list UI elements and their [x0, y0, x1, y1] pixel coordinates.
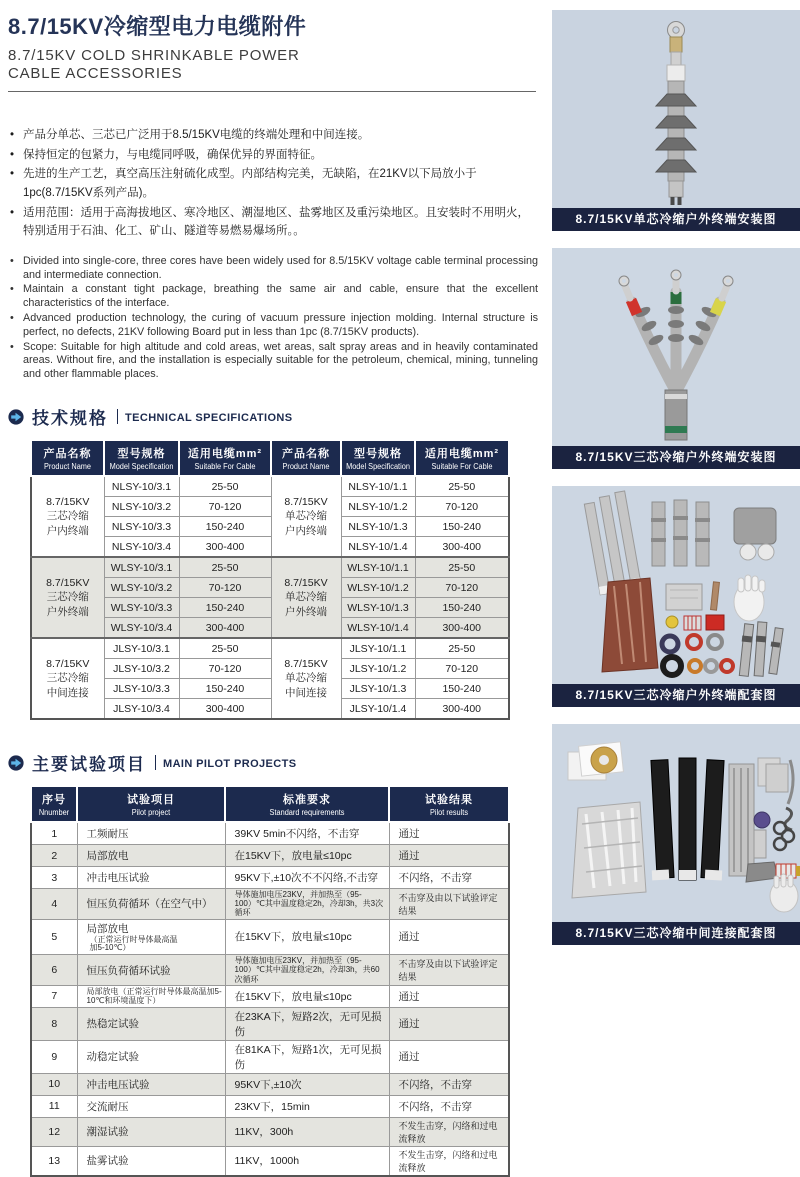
- spec-cell: 300-400: [179, 699, 271, 720]
- pilot-standard-cell: 在15KV下，放电量≤10pc: [225, 845, 389, 867]
- feature-bullet-cn: [10, 165, 538, 202]
- pilot-result-cell: 不发生击穿，闪络和过电流释放: [389, 1146, 509, 1176]
- product-name-cell: 8.7/15KV 三芯冷缩 户外终端: [31, 557, 104, 638]
- pilot-standard-cell: 95KV下,±10次: [225, 1073, 389, 1095]
- spec-cell: 150-240: [415, 517, 509, 537]
- pilot-project-cell: 冲击电压试验: [77, 867, 225, 889]
- pilot-standard-cell: 11KV，300h: [225, 1117, 389, 1146]
- pilot-number-cell: 10: [31, 1073, 77, 1095]
- spec-cell: JLSY-10/3.2: [104, 659, 179, 679]
- pilot-row: [31, 985, 509, 1007]
- pilot-table-header: [31, 786, 509, 822]
- spec-cell: 25-50: [415, 476, 509, 497]
- spec-cell: NLSY-10/1.3: [341, 517, 415, 537]
- pilot-result-cell: 通过: [389, 1007, 509, 1040]
- pilot-result-cell: 通过: [389, 822, 509, 845]
- spec-cell: 70-120: [415, 497, 509, 517]
- spec-cell: JLSY-10/1.1: [341, 638, 415, 659]
- bullet-icon: •: [10, 340, 14, 353]
- spec-cell: WLSY-10/1.3: [341, 598, 415, 618]
- spec-header-cell: 适用电缆mm² Suitable For Cable: [179, 440, 271, 476]
- pilot-header-cell: 试验项目 Pilot project: [77, 786, 225, 822]
- spec-row: [31, 638, 509, 659]
- pilot-table-body: [31, 822, 509, 1176]
- three-core-terminal-photo: [552, 248, 800, 446]
- spec-header-cell: 型号规格 Model Specification: [104, 440, 179, 476]
- pilot-number-cell: 4: [31, 889, 77, 920]
- pilot-standard-cell: 在15KV下，放电量≤10pc: [225, 985, 389, 1007]
- pilot-project-cell: 恒压负荷循环试验: [77, 955, 225, 986]
- technical-specifications-table: [30, 439, 510, 720]
- spec-cell: NLSY-10/1.2: [341, 497, 415, 517]
- page-subtitle-line1: 8.7/15KV COLD SHRINKABLE POWER: [8, 47, 300, 64]
- spec-cell: NLSY-10/3.1: [104, 476, 179, 497]
- pilot-result-cell: 不击穿及由以下试验评定结果: [389, 889, 509, 920]
- pilot-row: [31, 867, 509, 889]
- spec-cell: 70-120: [179, 497, 271, 517]
- bullet-text: 适用范围：适用于高海拔地区、寒冷地区、潮湿地区、盐雾地区及重污染地区。且安装时不用明火，特别适用于石油、化工、矿山、隧道等易燃易爆场所。。: [23, 206, 529, 238]
- pilot-project-cell: 工频耐压: [77, 822, 225, 845]
- single-core-terminal-photo: [552, 10, 800, 208]
- pilot-number-cell: 3: [31, 867, 77, 889]
- spec-cell: 300-400: [415, 699, 509, 720]
- pilot-number-cell: 8: [31, 1007, 77, 1040]
- pilot-result-cell: 不击穿及由以下试验评定结果: [389, 955, 509, 986]
- spec-cell: 300-400: [415, 537, 509, 558]
- pilot-project-cell: 局部放电（正常运行时导体最高温加5-10℃）: [77, 919, 225, 955]
- spec-cell: 150-240: [179, 679, 271, 699]
- pilot-project-cell: 潮湿试验: [77, 1117, 225, 1146]
- section-title-cn: 主要试验项目: [32, 755, 146, 775]
- pilot-header-cell: 标准要求 Standard requirements: [225, 786, 389, 822]
- gallery-card-4: [552, 724, 800, 945]
- pilot-row: [31, 1073, 509, 1095]
- pilot-number-cell: 5: [31, 919, 77, 955]
- photo-caption: 8.7/15KV三芯冷缩中间连接配套图: [552, 922, 800, 945]
- feature-bullet-en: [10, 312, 538, 340]
- spec-cell: 70-120: [415, 578, 509, 598]
- pilot-standard-cell: 23KV下，15min: [225, 1095, 389, 1117]
- feature-bullet-cn: [10, 204, 538, 241]
- bullet-text: 保持恒定的包紧力，与电缆同呼吸，确保优异的界面特征。: [23, 148, 322, 161]
- spec-row: [31, 476, 509, 497]
- spec-cell: 25-50: [415, 557, 509, 578]
- gallery-card-1: [552, 10, 800, 231]
- pilot-row: [31, 889, 509, 920]
- bullet-icon: •: [10, 168, 15, 181]
- spec-cell: JLSY-10/3.4: [104, 699, 179, 720]
- pilot-project-cell: 盐雾试验: [77, 1146, 225, 1176]
- middle-joint-kit-photo: [552, 724, 800, 922]
- pilot-number-cell: 11: [31, 1095, 77, 1117]
- spec-cell: JLSY-10/3.3: [104, 679, 179, 699]
- product-name-cell: 8.7/15KV 单芯冷缩 户内终端: [271, 476, 341, 557]
- spec-cell: 70-120: [179, 659, 271, 679]
- bullet-icon: •: [10, 283, 14, 296]
- spec-cell: JLSY-10/3.1: [104, 638, 179, 659]
- circle-arrow-icon: [8, 409, 24, 425]
- bullet-text: Scope: Suitable for high altitude and cold areas, wet areas, salt spray areas and in heavily contaminated areas. Without fire, and the installation is especially suitable for the petroleum, chemical, mining, tunneling and other flammable places.: [23, 340, 538, 381]
- pilot-result-cell: 通过: [389, 1040, 509, 1073]
- feature-bullet-en: [10, 255, 538, 283]
- spec-cell: 150-240: [179, 517, 271, 537]
- photo-caption: 8.7/15KV单芯冷缩户外终端安装图: [552, 208, 800, 231]
- gallery-card-3: [552, 486, 800, 707]
- spec-cell: WLSY-10/3.4: [104, 618, 179, 639]
- pilot-result-cell: 不闪络，不击穿: [389, 1073, 509, 1095]
- spec-cell: 300-400: [415, 618, 509, 639]
- circle-arrow-icon: [8, 755, 24, 771]
- bullet-icon: •: [10, 129, 15, 141]
- spec-cell: NLSY-10/3.3: [104, 517, 179, 537]
- feature-bullet-en: [10, 283, 538, 311]
- bullet-icon: •: [10, 206, 15, 219]
- pilot-standard-cell: 39KV 5min不闪络，不击穿: [225, 822, 389, 845]
- spec-header-cell: 产品名称 Product Name: [271, 440, 341, 476]
- pilot-result-cell: 通过: [389, 985, 509, 1007]
- spec-cell: 300-400: [179, 537, 271, 558]
- pilot-row: [31, 1095, 509, 1117]
- spec-cell: JLSY-10/1.2: [341, 659, 415, 679]
- pilot-number-cell: 13: [31, 1146, 77, 1176]
- section-title-en: TECHNICAL SPECIFICATIONS: [125, 412, 293, 425]
- pilot-result-cell: 通过: [389, 845, 509, 867]
- section-title-en: MAIN PILOT PROJECTS: [163, 758, 297, 771]
- spec-cell: 25-50: [179, 476, 271, 497]
- title-divider: [8, 91, 536, 92]
- pilot-standard-cell: 11KV，1000h: [225, 1146, 389, 1176]
- product-name-cell: 8.7/15KV 单芯冷缩 中间连接: [271, 638, 341, 719]
- spec-cell: 25-50: [179, 557, 271, 578]
- feature-list-english: [8, 255, 538, 382]
- spec-cell: NLSY-10/3.2: [104, 497, 179, 517]
- pilot-number-cell: 9: [31, 1040, 77, 1073]
- pilot-number-cell: 1: [31, 822, 77, 845]
- spec-cell: 70-120: [179, 578, 271, 598]
- bullet-text: Advanced production technology, the curing of vacuum pressure injection molding. Internal structure is perfect, no defects, 21KV following Board put in less than 1pc (8.7/15KV products).: [23, 312, 538, 338]
- spec-table-body: [31, 476, 509, 719]
- spec-cell: 70-120: [415, 659, 509, 679]
- bullet-text: 先进的生产工艺，真空高压注射硫化成型。内部结构完美，无缺陷，在21KV以下局放小于1pc(8.7/15KV系列产品)。: [23, 168, 477, 199]
- spec-cell: 150-240: [179, 598, 271, 618]
- pilot-row: [31, 1117, 509, 1146]
- bullet-text: Divided into single-core, three cores have been widely used for 8.5/15KV voltage cable terminal processing and intermediate connection.: [23, 254, 538, 281]
- section-heading-specs: [8, 404, 538, 429]
- spec-cell: WLSY-10/3.3: [104, 598, 179, 618]
- heading-divider: [117, 409, 118, 424]
- gallery-column: [552, 8, 800, 1177]
- spec-cell: 25-50: [415, 638, 509, 659]
- pilot-number-cell: 6: [31, 955, 77, 986]
- photo-caption: 8.7/15KV三芯冷缩户外终端安装图: [552, 446, 800, 469]
- pilot-row: [31, 1007, 509, 1040]
- pilot-header-cell: 序号 Nnumber: [31, 786, 77, 822]
- pilot-header-cell: 试验结果 Pilot results: [389, 786, 509, 822]
- bullet-text: 产品分单芯、三芯已广泛用于8.5/15KV电缆的终端处理和中间连接。: [23, 129, 370, 141]
- feature-bullet-en: [10, 341, 538, 382]
- bullet-icon: •: [10, 312, 14, 324]
- photo-caption: 8.7/15KV三芯冷缩户外终端配套图: [552, 684, 800, 707]
- product-name-cell: 8.7/15KV 单芯冷缩 户外终端: [271, 557, 341, 638]
- spec-row: [31, 557, 509, 578]
- heading-divider: [155, 755, 156, 770]
- pilot-result-cell: 不闪络，不击穿: [389, 1095, 509, 1117]
- gallery-card-2: [552, 248, 800, 469]
- pilot-result-cell: 通过: [389, 919, 509, 955]
- pilot-standard-cell: 在15KV下，放电量≤10pc: [225, 919, 389, 955]
- pilot-project-cell: 热稳定试验: [77, 1007, 225, 1040]
- page-subtitle-line2: CABLE ACCESSORIES: [8, 65, 183, 82]
- content-column: [8, 8, 538, 1177]
- feature-bullet-cn: [10, 146, 538, 165]
- section-title-cn: 技术规格: [32, 409, 108, 429]
- pilot-number-cell: 7: [31, 985, 77, 1007]
- spec-cell: NLSY-10/1.1: [341, 476, 415, 497]
- feature-list-chinese: [8, 126, 538, 241]
- pilot-project-cell: 交流耐压: [77, 1095, 225, 1117]
- spec-cell: WLSY-10/1.2: [341, 578, 415, 598]
- glove-shape: [734, 575, 765, 621]
- pilot-row: [31, 845, 509, 867]
- outdoor-terminal-kit-photo: [552, 486, 800, 684]
- pilot-standard-cell: 导体施加电压23KV，并加热至（95-100）℃其中温度稳定2h，冷却3h，共3次循环: [225, 889, 389, 920]
- bullet-icon: •: [10, 254, 14, 267]
- pilot-standard-cell: 导体施加电压23KV，并加热至（95-100）℃其中温度稳定2h，冷却3h，共60次循环: [225, 955, 389, 986]
- pilot-number-cell: 12: [31, 1117, 77, 1146]
- spec-header-cell: 型号规格 Model Specification: [341, 440, 415, 476]
- pilot-project-cell: 局部放电（正常运行时导体最高温加5-10℃和环境温度下）: [77, 985, 225, 1007]
- spec-cell: JLSY-10/1.4: [341, 699, 415, 720]
- bullet-text: Maintain a constant tight package, breathing the same air and cable, ensure that the excellent characteristics of the interface.: [23, 283, 538, 310]
- pilot-standard-cell: 在23KA下，短路2次，无可见损伤: [225, 1007, 389, 1040]
- page-title: 8.7/15KV冷缩型电力电缆附件: [8, 14, 307, 39]
- spec-header-cell: 产品名称 Product Name: [31, 440, 104, 476]
- pilot-result-cell: 不闪络，不击穿: [389, 867, 509, 889]
- spec-cell: 25-50: [179, 638, 271, 659]
- spec-cell: WLSY-10/1.4: [341, 618, 415, 639]
- spec-table-header: [31, 440, 509, 476]
- spec-cell: 150-240: [415, 679, 509, 699]
- product-name-cell: 8.7/15KV 三芯冷缩 户内终端: [31, 476, 104, 557]
- product-name-cell: 8.7/15KV 三芯冷缩 中间连接: [31, 638, 104, 719]
- pilot-project-cell: 恒压负荷循环（在空气中）: [77, 889, 225, 920]
- pilot-project-cell: 冲击电压试验: [77, 1073, 225, 1095]
- spec-cell: WLSY-10/3.1: [104, 557, 179, 578]
- feature-bullet-cn: [10, 126, 538, 145]
- page-subtitle: [8, 47, 538, 83]
- pilot-project-cell: 动稳定试验: [77, 1040, 225, 1073]
- pilot-project-cell: 局部放电: [77, 845, 225, 867]
- pilot-row: [31, 1040, 509, 1073]
- spec-cell: NLSY-10/3.4: [104, 537, 179, 558]
- spec-cell: 300-400: [179, 618, 271, 639]
- section-heading-pilot: [8, 750, 538, 775]
- pilot-row: [31, 1146, 509, 1176]
- spec-cell: 150-240: [415, 598, 509, 618]
- pilot-standard-cell: 在81KA下，短路1次，无可见损伤: [225, 1040, 389, 1073]
- pilot-row: [31, 822, 509, 845]
- bullet-icon: •: [10, 148, 15, 161]
- pilot-standard-cell: 95KV下,±10次不不闪络,不击穿: [225, 867, 389, 889]
- pilot-result-cell: 不发生击穿，闪络和过电流释放: [389, 1117, 509, 1146]
- spec-cell: NLSY-10/1.4: [341, 537, 415, 558]
- spec-cell: WLSY-10/3.2: [104, 578, 179, 598]
- spec-header-cell: 适用电缆mm² Suitable For Cable: [415, 440, 509, 476]
- spec-cell: JLSY-10/1.3: [341, 679, 415, 699]
- spec-cell: WLSY-10/1.1: [341, 557, 415, 578]
- pilot-number-cell: 2: [31, 845, 77, 867]
- pilot-row: [31, 919, 509, 955]
